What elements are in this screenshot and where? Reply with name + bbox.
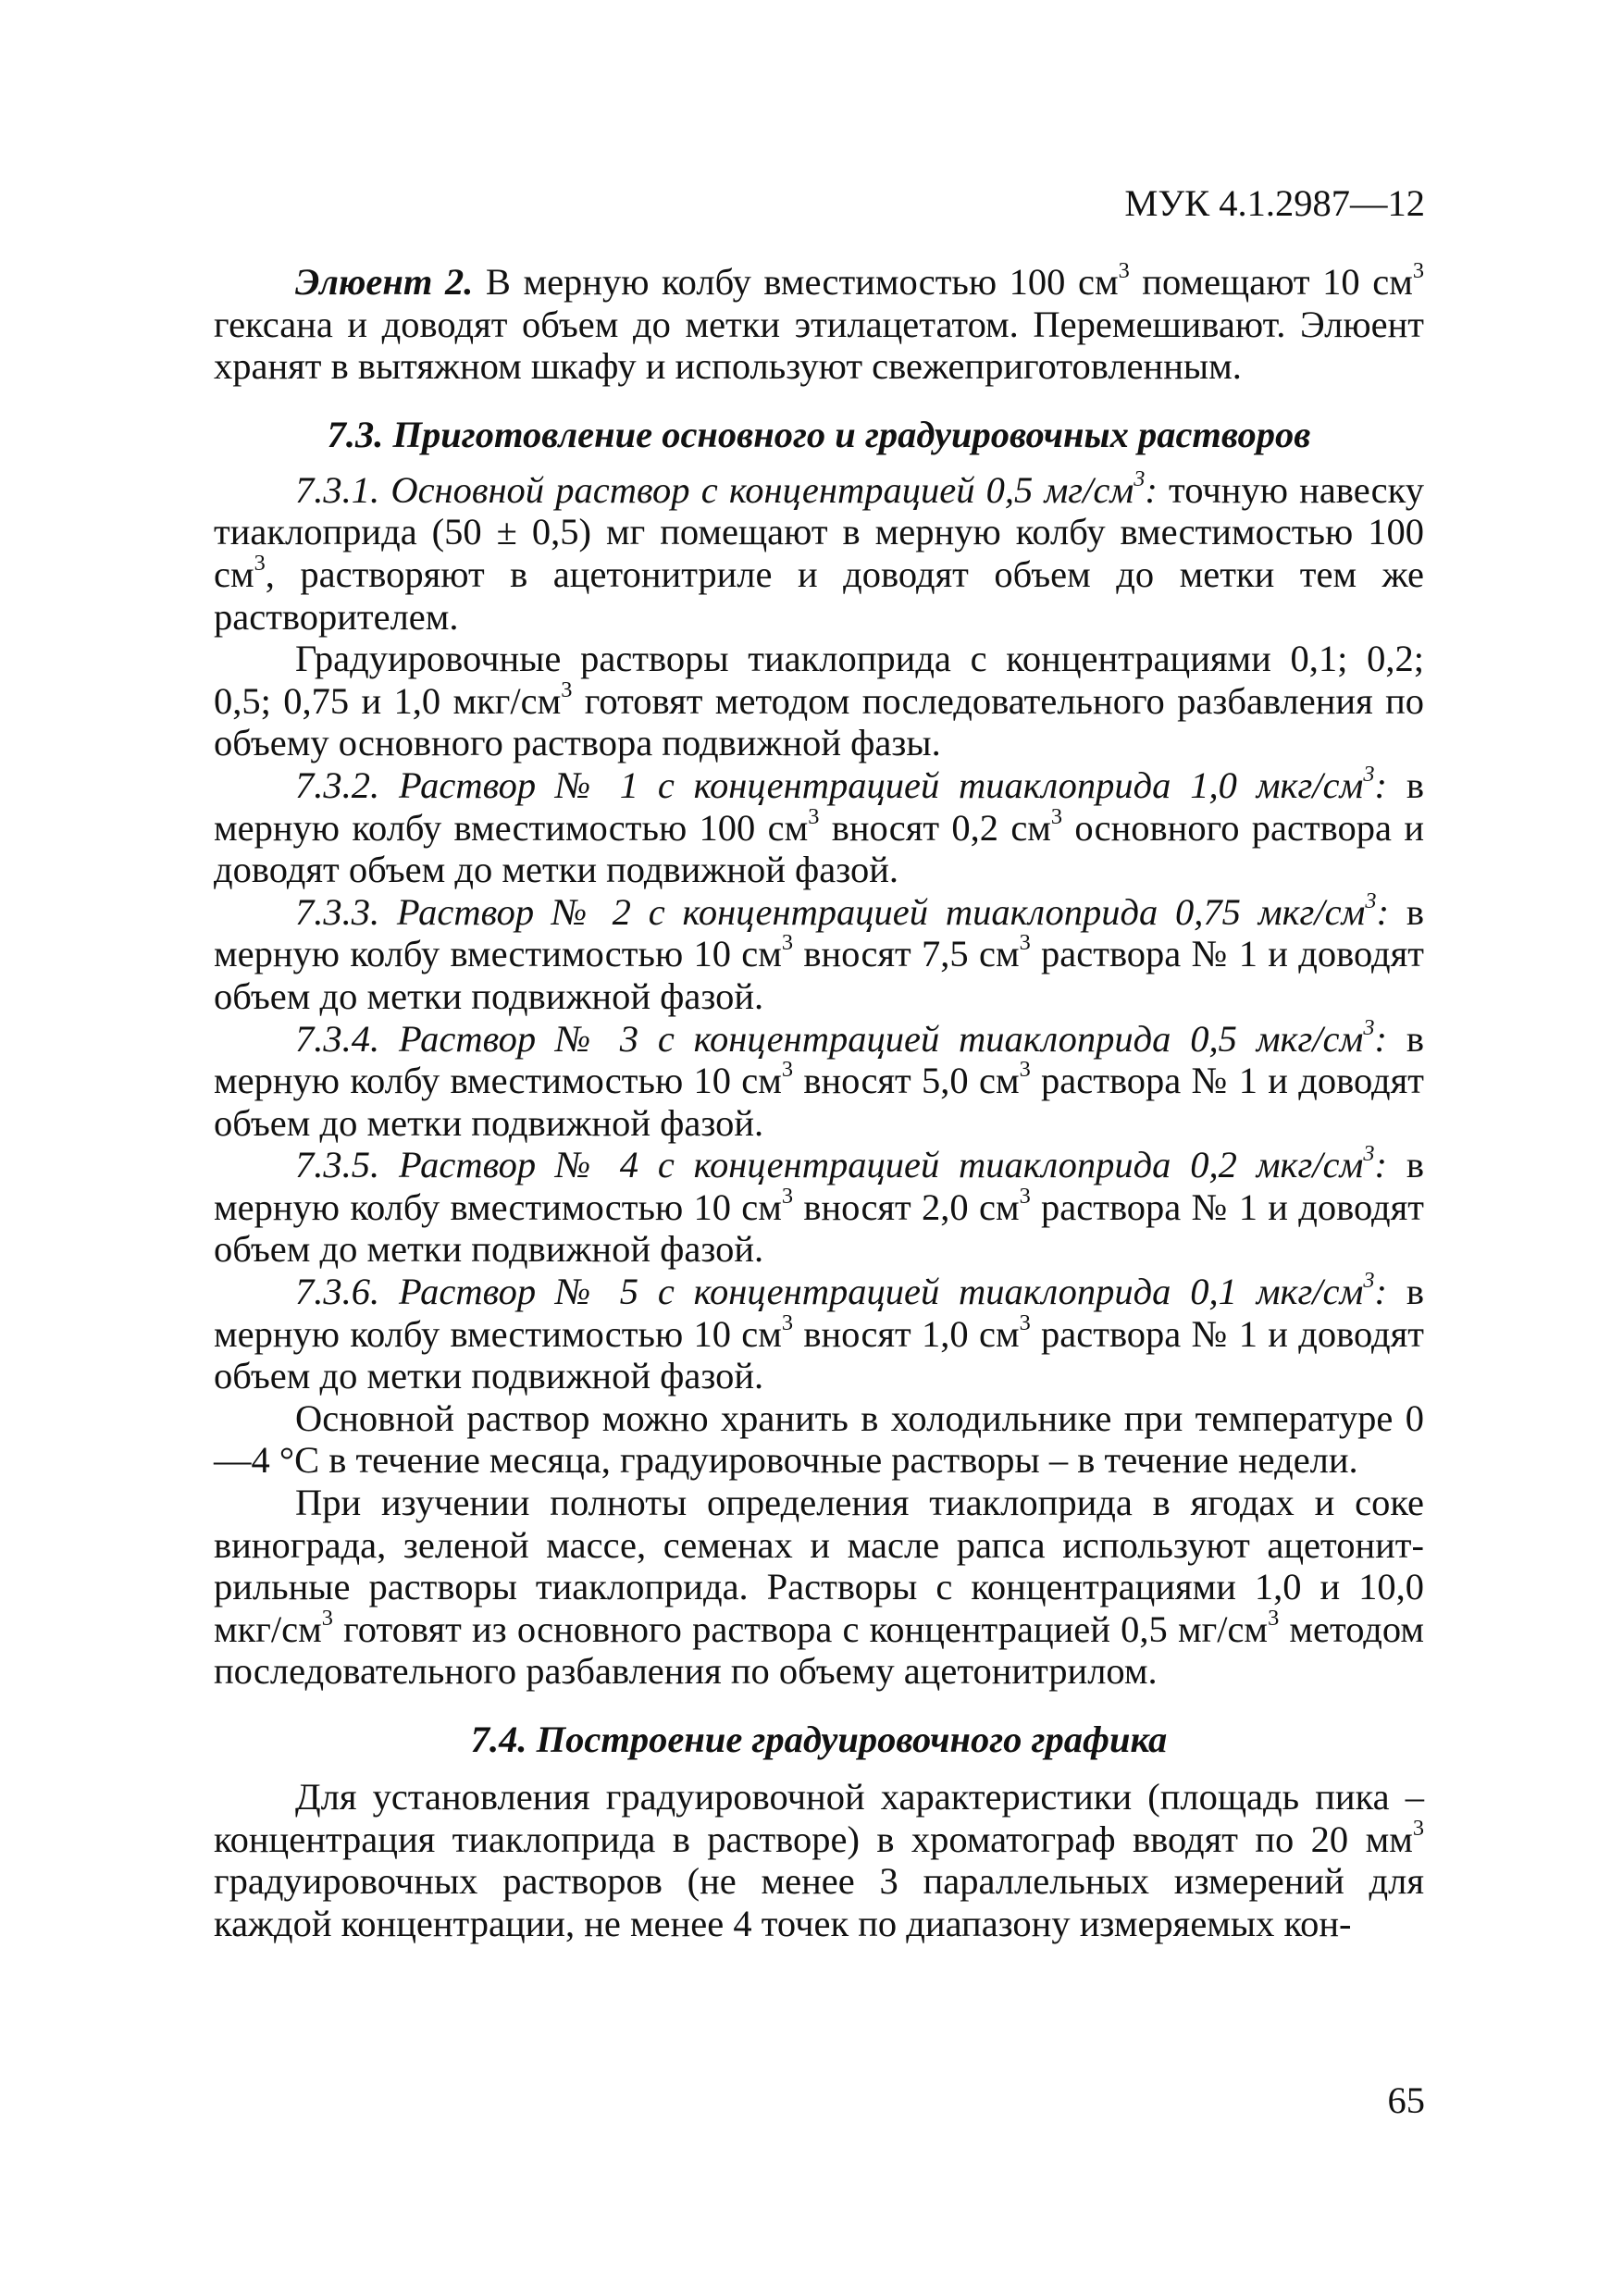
- paragraph-storage: Основной раствор можно хранить в холодильнике при температуре 0—4 °С в течение месяца, градуировочные растворы – в течение недели.: [214, 1396, 1424, 1482]
- paragraph-7-3-4: 7.3.4. Раствор № 3 с концентрацией тиаклоприда 0,5 мкг/$см^3$: в мерную колбу вместимостью 10 $см^3$ вносят 5,0 $см^3$ раствора № 1 и доводят объем до метки подвижной фазой.: [214, 1014, 1425, 1144]
- section-heading-7-3: 7.3. Приготовление основного и градуировочных растворов: [327, 413, 1311, 455]
- paragraph-7-3-6: 7.3.6. Раствор № 5 с концентрацией тиаклоприда 0,1 мкг/$см^3$: в мерную колбу вместимостью 10 $см^3$ вносят 1,0 $см^3$ раствора № 1 и доводят объем до метки подвижной фазой.: [214, 1267, 1425, 1397]
- paragraph-calibration-solutions: Градуировочные растворы тиаклоприда с концентрациями 0,1; 0,2; 0,5; 0,75 и 1,0 мкг/$см^3$ готовят методом последовательного разбавления по объему основного раствора подвижной фазы.: [214, 638, 1425, 764]
- eluent-2-paragraph: Элюент 2. В мерную колбу вместимостью 100 $см^3$ помещают 10 $см^3$ гексана и доводят объем до метки этилацетатом. Перемешивают. Элюент хранят в вытяжном шкафу и используют свежеприготовленным.: [214, 257, 1424, 388]
- page-number: 65: [1387, 2079, 1425, 2121]
- paragraph-7-3-1: 7.3.1. Основной раствор с концентрацией 0,5 $мг/см^3$: точную навеску тиаклоприда (50 ± 0,5) мг помещают в мерную колбу вместимостью 100 $см^3$, растворяют в ацетонитриле и доводят объем до метки тем же растворителем.: [214, 465, 1425, 638]
- paragraph-7-3-2: 7.3.2. Раствор № 1 с концентрацией тиаклоприда 1,0 мкг/$см^3$: в мерную колбу вместимостью 100 $см^3$ вносят 0,2 $см^3$ основного раствора и доводят объем до метки подвижной фазой.: [214, 761, 1425, 891]
- paragraph-7-3-5: 7.3.5. Раствор № 4 с концентрацией тиаклоприда 0,2 мкг/$см^3$: в мерную колбу вместимостью 10 $см^3$ вносят 2,0 $см^3$ раствора № 1 и доводят объем до метки подвижной фазой.: [214, 1141, 1425, 1271]
- paragraph-recovery-solutions: При изучении полноты определения тиаклоприда в ягодах и соке винограда, зеленой массе, семенах и масле рапса используют ацетонитрильные растворы тиаклоприда. Растворы с концентрациями 1,0 и 10,0 мкг/$см^3$ готовят из основного раствора с концентрацией 0,5 $мг/см^3$ методом последовательного разбавления по объему ацетонитрилом.: [214, 1482, 1424, 1693]
- page-body: [214, 257, 1425, 1944]
- section-heading-7-4: 7.4. Построение градуировочного графика: [470, 1719, 1168, 1760]
- running-header: МУК 4.1.2987—12: [1124, 182, 1425, 224]
- eluent-2-lead: Элюент 2.: [295, 261, 474, 303]
- paragraph-7-3-3: 7.3.3. Раствор № 2 с концентрацией тиаклоприда 0,75 мкг/$см^3$: в мерную колбу вместимостью 10 $см^3$ вносят 7,5 $см^3$ раствора № 1 и доводят объем до метки подвижной фазой.: [214, 887, 1425, 1017]
- paragraph-7-4-calibration: Для установления градуировочной характеристики (площадь пика – концентрация тиаклоприда в растворе) в хроматограф вводят по 20 $мм^3$ градуировочных растворов (не менее 3 параллельных измерений для каждой концентрации, не менее 4 точек по диапазону измеряемых кон-: [214, 1776, 1424, 1944]
